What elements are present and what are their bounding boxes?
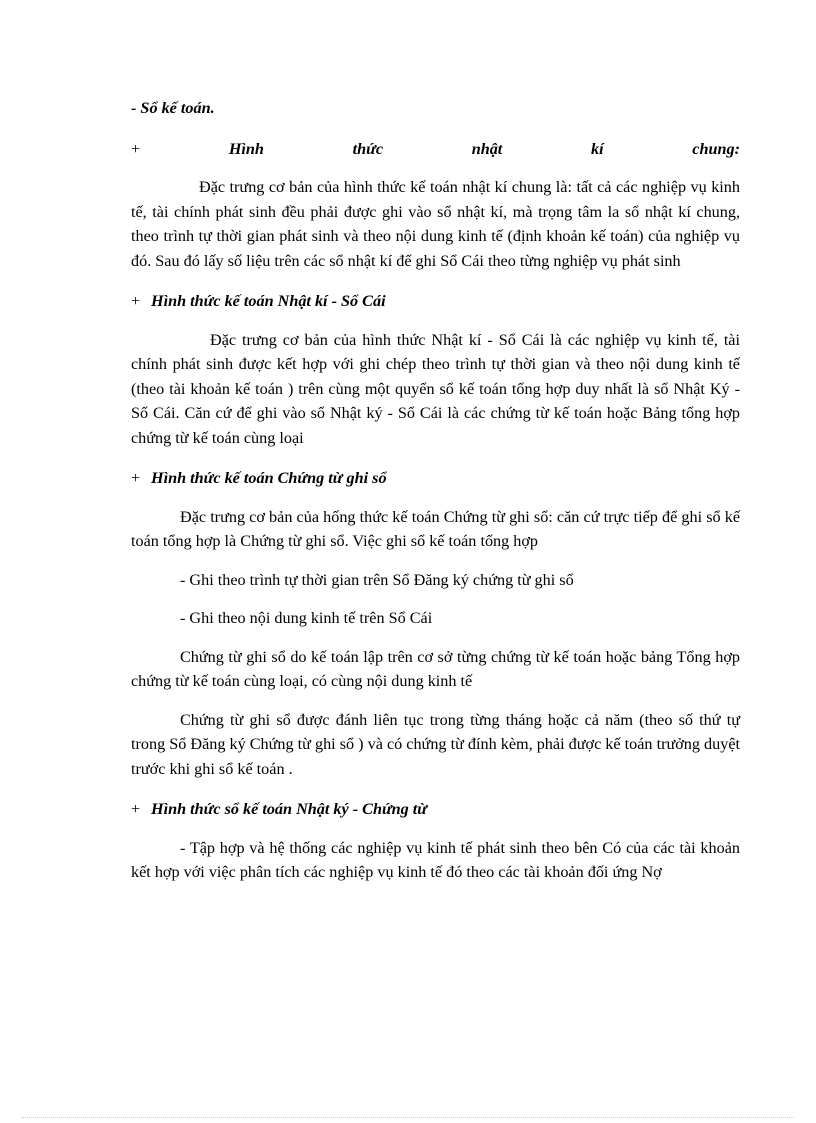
heading-word: thức: [352, 139, 384, 158]
plus-marker: +: [131, 800, 141, 818]
heading-text: Hình thức sổ kế toán Nhật ký - Chứng từ: [151, 800, 428, 818]
paragraph: Đặc trưng cơ bản của hình thức Nhật kí - Sổ Cái là các nghiệp vụ kinh tế, tài chính phát sinh được kết hợp với ghi chép theo trình tự thời gian và theo nội dung kinh tế (theo tài khoản kế toán ) trên cùng một quyển sổ kế toán tổng hợp duy nhất là sổ Nhật Ký - Sổ Cái. Căn cứ để ghi vào sổ Nhật ký - Sổ Cái là các chứng từ kế toán hoặc Bảng tổng hợp chứng từ kế toán cùng loại: [131, 330, 740, 447]
paragraph: Chứng từ ghi sổ được đánh liên tục trong từng tháng hoặc cả năm (theo số thứ tự trong Sổ Đăng ký Chứng từ ghi sổ ) và có chứng từ đính kèm, phải được kế toán trưởng duyệt trước khi ghi sổ kế toán .: [131, 710, 740, 778]
paragraph: - Tập hợp và hệ thống các nghiệp vụ kinh tế phát sinh theo bên Có của các tài khoản kết hợp với việc phân tích các nghiệp vụ kinh tế đó theo các tài khoản đối ứng Nợ: [131, 838, 740, 881]
heading-text: Hình thức kế toán Chứng từ ghi sổ: [151, 469, 387, 487]
heading-word: chung:: [692, 139, 740, 158]
heading-word: kí: [591, 139, 604, 158]
list-item: - Ghi theo trình tự thời gian trên Sổ Đăng ký chứng từ ghi sổ: [180, 570, 574, 589]
form-heading-general-journal: [131, 137, 740, 162]
paragraph: Chứng từ ghi sổ do kế toán lập trên cơ sở từng chứng từ kế toán hoặc bảng Tổng hợp chứng từ kế toán cùng loại, có cùng nội dung kinh tế: [131, 647, 740, 690]
form-heading-voucher-record: [131, 466, 740, 491]
paragraph: Đặc trưng cơ bản của hống thức kế toán Chứng từ ghi sổ: căn cứ trực tiếp để ghi sổ kế toán tổng hợp là Chứng từ ghi sổ. Việc ghi sổ kế toán tổng hợp: [131, 507, 740, 550]
page-footer-divider: [22, 1117, 794, 1118]
form-heading-journal-voucher: [131, 797, 740, 822]
plus-marker: +: [131, 292, 141, 310]
paragraph: Đặc trưng cơ bản của hình thức kế toán nhật kí chung là: tất cả các nghiệp vụ kinh tế, tài chính phát sinh đều phải được ghi vào sổ nhật kí, mà trọng tâm la sổ nhật kí chung, theo trình tự thời gian phát sinh và theo nội dung kinh tế (định khoản kế toán) của nghiệp vụ đó. Sau đó lấy số liệu trên các sổ nhật kí để ghi Sổ Cái theo từng nghiệp vụ phát sinh: [131, 178, 740, 270]
heading-word: Hình: [228, 139, 264, 158]
plus-marker: +: [131, 469, 141, 487]
heading-text: Hình thức kế toán Nhật kí - Sổ Cái: [151, 292, 386, 310]
list-item: - Ghi theo nội dung kinh tế trên Sổ Cái: [180, 609, 433, 627]
section-title: - Sổ kế toán.: [131, 99, 215, 117]
heading-word: nhật: [471, 139, 503, 158]
document-body: [131, 96, 740, 885]
form-heading-journal-ledger: [131, 289, 740, 314]
plus-marker: +: [131, 139, 141, 158]
